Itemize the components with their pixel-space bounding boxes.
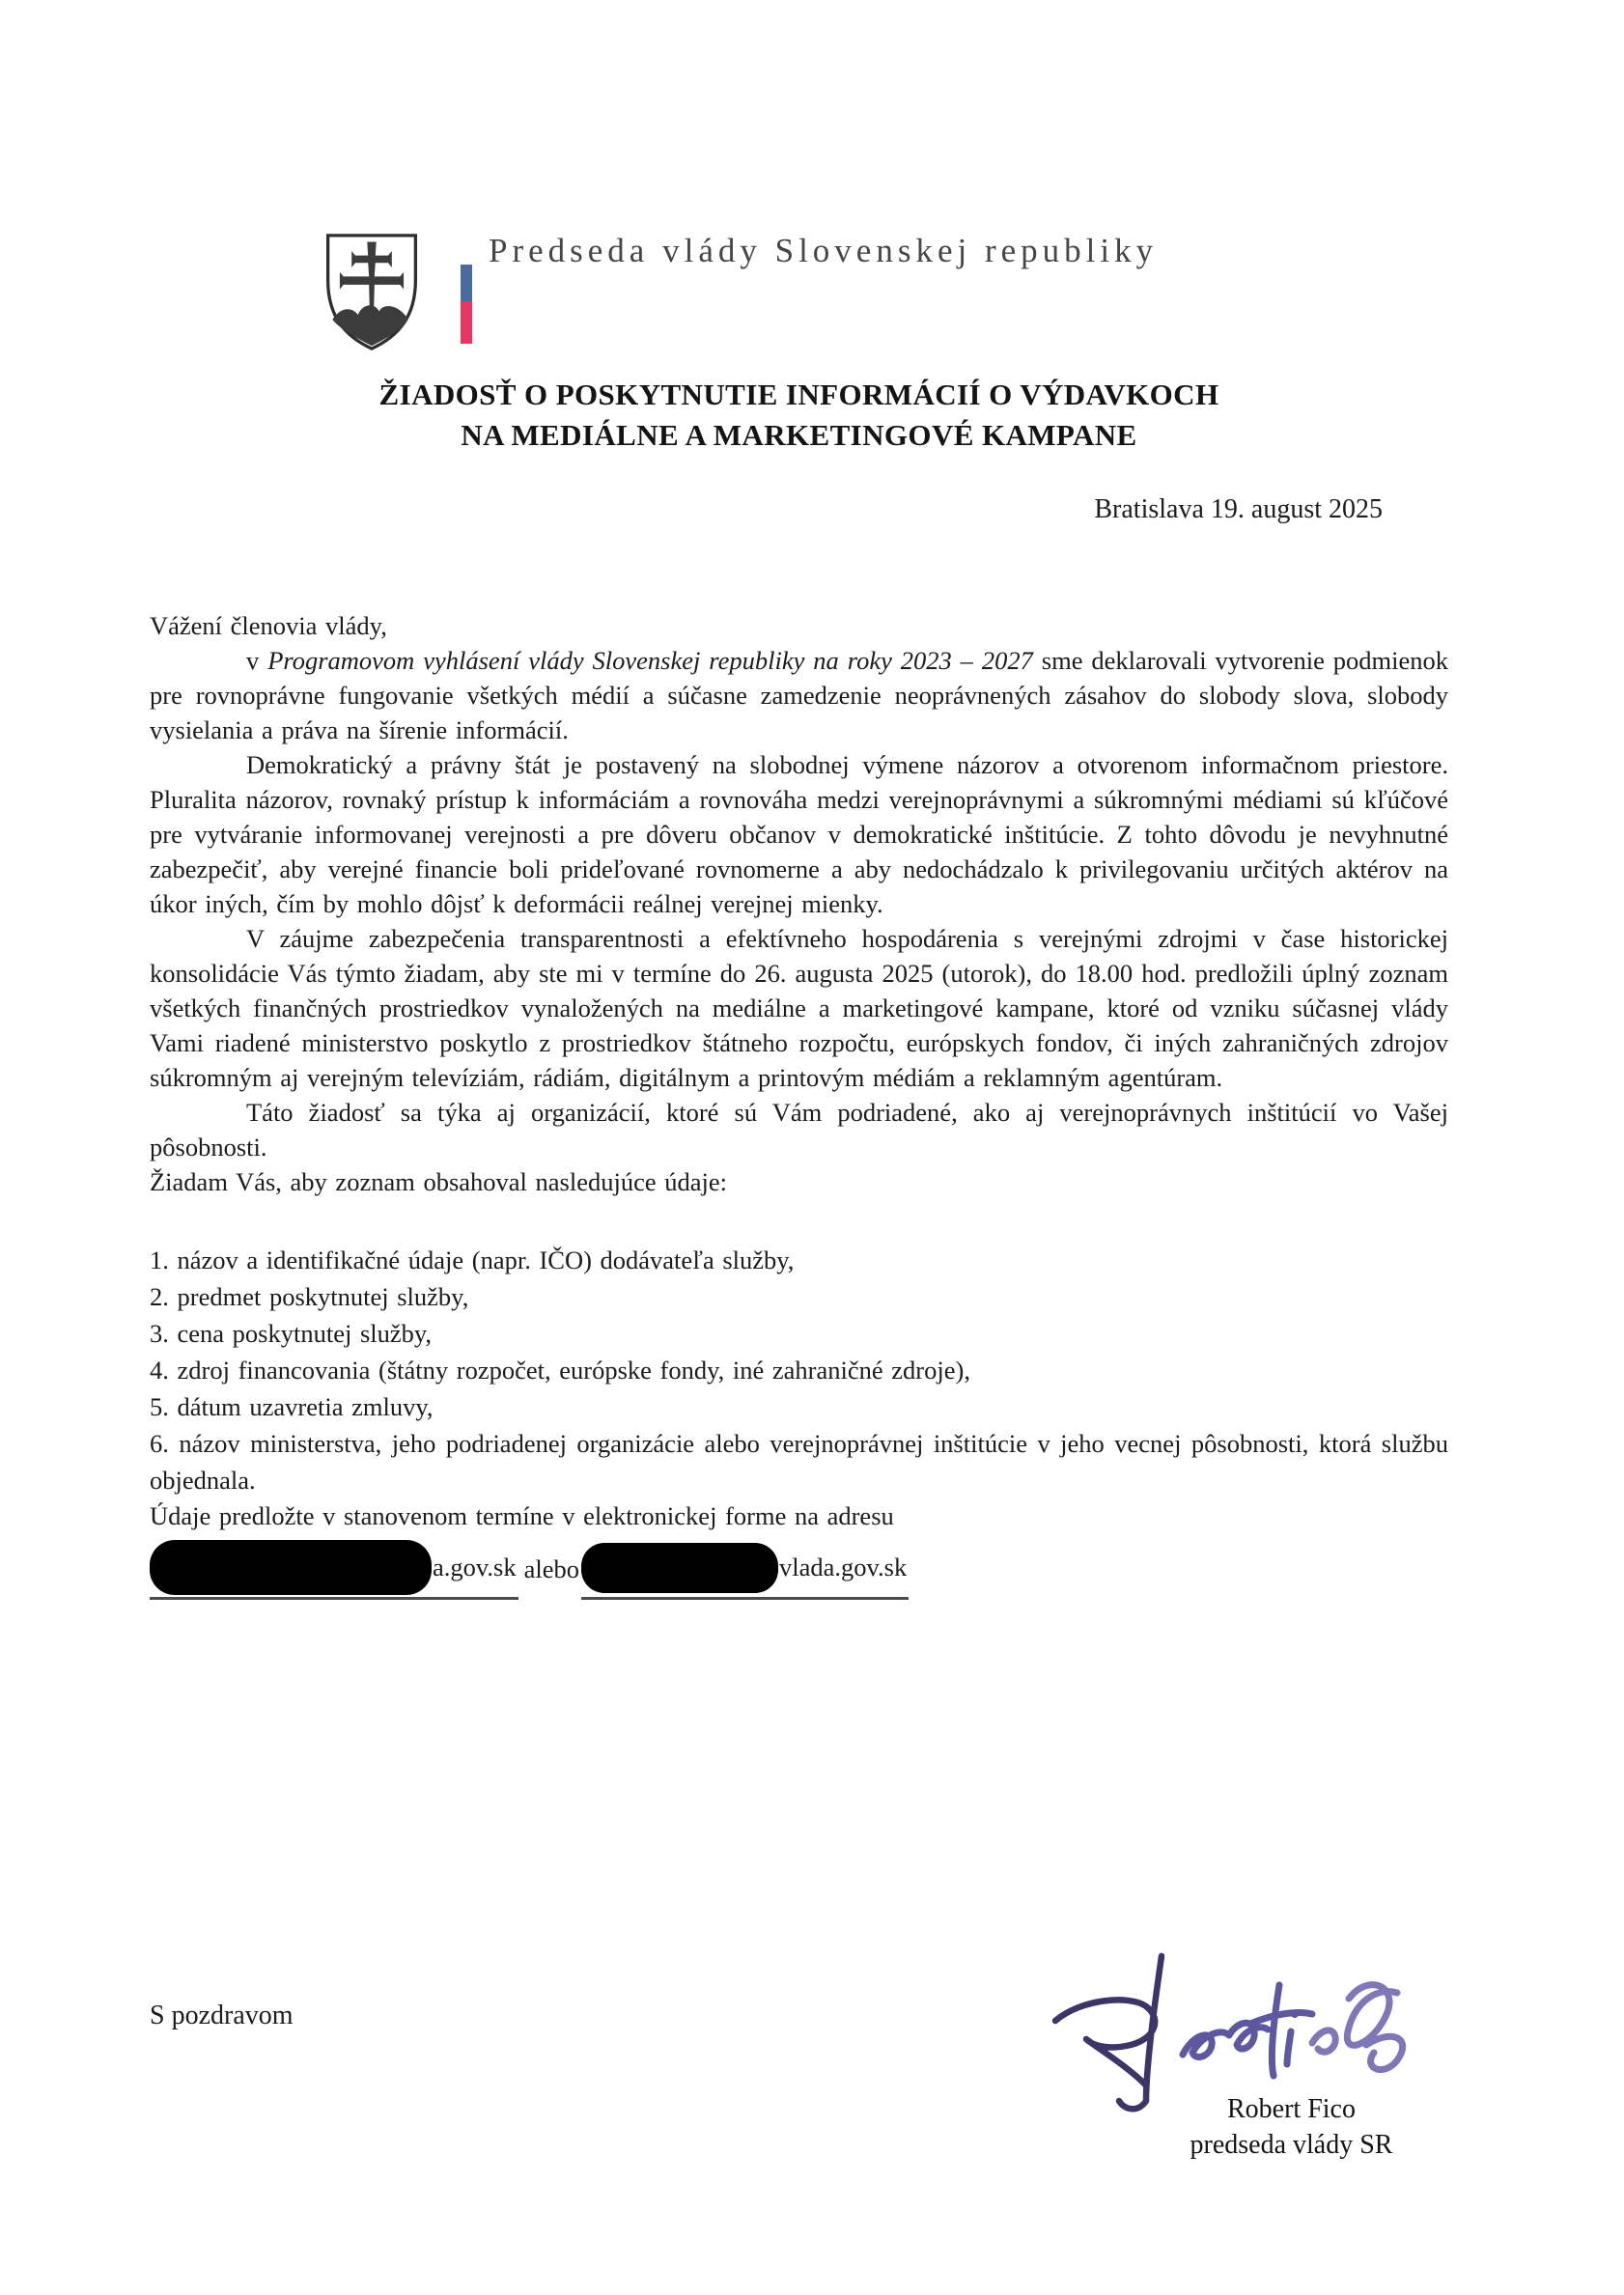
paragraph-programme-declaration (150, 643, 1448, 747)
p1-suffix: sme deklarovali vytvorenie podmienok pre rovnoprávne fungovanie všetkých médií a súčasne zamedzenie neoprávnených zásahov do slobody slova, slobody vysielania a práva na šírenie informácií. (150, 646, 1449, 744)
list-item: 6. názov ministerstva, jeho podriadenej organizácie alebo verejnoprávnej inštitúcie v jeho vecnej pôsobnosti, ktorá službu objednala. (150, 1429, 1448, 1495)
place-and-date: Bratislava 19. august 2025 (1094, 494, 1383, 524)
paragraph-democratic-state: Demokratický a právny štát je postavený na slobodnej výmene názorov a otvorenom informačnom priestore. Pluralita názorov, rovnaký prístup k informáciám a rovnováha medzi verejnoprávnymi a súkromnými médiami sú kľúčové pre vytváranie informovanej verejnosti a pre dôveru občanov v demokratické inštitúcie. Z tohto dôvodu je nevyhnutné zabezpečiť, aby verejné financie boli prideľované rovnomerne a aby nedochádzalo k privilegovaniu určitých aktérov na úkor iných, čím by mohlo dôjsť k deformácii reálnej verejnej mienky. (150, 750, 1448, 918)
list-item: 5. dátum uzavretia zmluvy, (150, 1392, 434, 1421)
document-title-line1: ŽIADOSŤ O POSKYTNUTIE INFORMÁCIÍ O VÝDAVKOCH (378, 378, 1219, 411)
required-data-list (150, 1242, 1448, 1498)
coat-of-arms-icon (322, 229, 422, 355)
list-item: 4. zdroj financovania (štátny rozpočet, európske fondy, iné zahraničné zdroje), (150, 1356, 970, 1385)
signature-block (1125, 2091, 1458, 2163)
list-item: 2. predmet poskytnutej služby, (150, 1282, 469, 1311)
redaction-box-2 (581, 1543, 778, 1593)
salutation: Vážení členovia vlády, (150, 611, 387, 640)
p1-prefix: v (246, 646, 268, 675)
flag-accent-bar (461, 265, 472, 344)
email-link-2[interactable]: vlada.gov.sk (779, 1552, 908, 1581)
signatory-name: Robert Fico (1227, 2094, 1356, 2124)
slovak-coat-of-arms (322, 229, 422, 355)
flag-bar-blue (461, 265, 472, 301)
delivery-instruction: Údaje predložte v stanovenom termíne v elektronickej forme na adresu (150, 1501, 894, 1530)
email-address-line (150, 1539, 1448, 1599)
flag-bar-red (461, 301, 472, 344)
email-separator: alebo (523, 1554, 579, 1583)
list-item: 1. názov a identifikačné údaje (napr. IČO) dodávateľa služby, (150, 1245, 795, 1274)
p1-cited-document: Programovom vyhlásení vlády Slovenskej republiky na roky 2023 – 2027 (267, 646, 1033, 675)
document-title-line2: NA MEDIÁLNE A MARKETINGOVÉ KAMPANE (461, 418, 1137, 452)
letterhead-office-title: Predseda vlády Slovenskej republiky (489, 232, 1159, 269)
list-intro: Žiadam Vás, aby zoznam obsahoval nasledujúce údaje: (150, 1167, 727, 1196)
paragraph-subordinate-organisations: Táto žiadosť sa týka aj organizácií, ktoré sú Vám podriadené, ako aj verejnoprávnych inštitúcií vo Vašej pôsobnosti. (150, 1098, 1448, 1161)
document-title (150, 375, 1448, 456)
email-address-1 (150, 1539, 518, 1600)
email-link-1[interactable]: a.gov.sk (433, 1552, 517, 1581)
paragraph-request-deadline: V záujme zabezpečenia transparentnosti a efektívneho hospodárenia s verejnými zdrojmi v čase historickej konsolidácie Vás týmto žiadam, aby ste mi v termíne do 26. augusta 2025 (utorok), do 18.00 hod. predložili úplný zoznam všetkých finančných prostriedkov vynaložených na mediálne a marketingové kampane, ktoré od vzniku súčasnej vlády Vami riadené ministerstvo poskytlo z prostriedkov štátneho rozpočtu, európskych fondov, či iných zahraničných zdrojov súkromným aj verejným televíziám, rádiám, digitálnym a printovým médiám a reklamným agentúram. (150, 924, 1448, 1092)
letter-body (150, 608, 1448, 1599)
valediction: S pozdravom (150, 2001, 294, 2030)
redaction-box-1 (150, 1540, 432, 1595)
signatory-title: predseda vlády SR (1190, 2130, 1393, 2160)
list-item: 3. cena poskytnutej služby, (150, 1319, 433, 1348)
email-address-2 (581, 1539, 909, 1600)
